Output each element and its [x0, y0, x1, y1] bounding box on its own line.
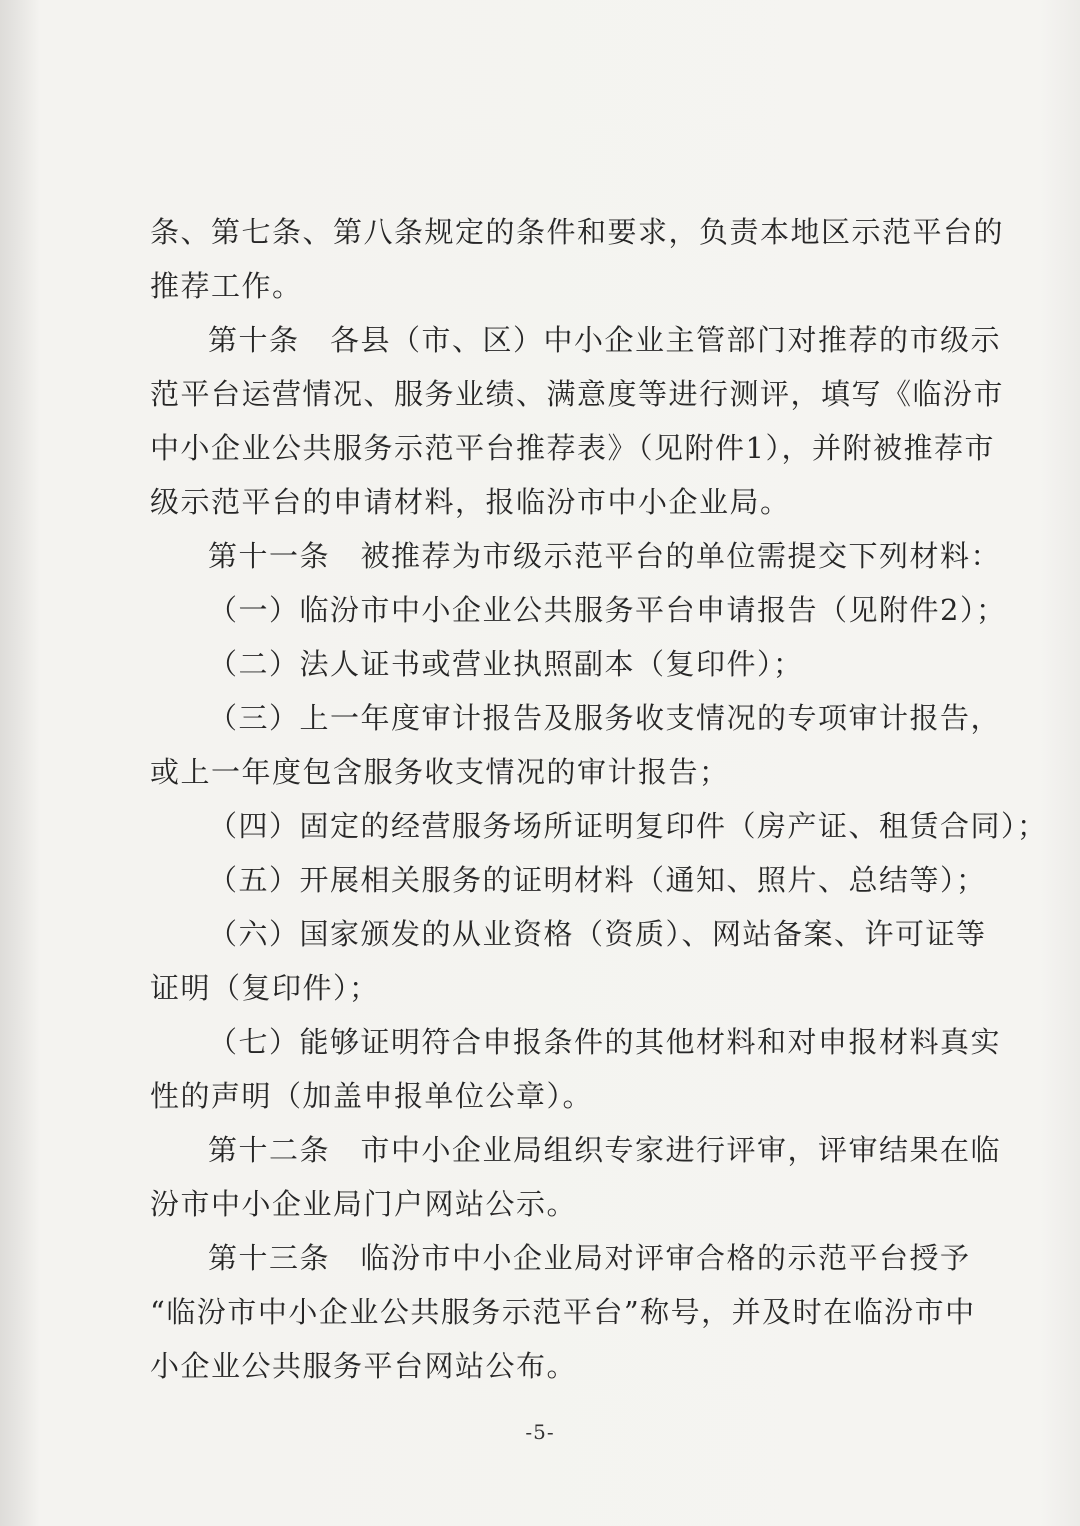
- list-item-7-cont: 性的声明（加盖申报单位公章）。: [150, 1079, 594, 1113]
- page-number: -5-: [525, 1420, 555, 1444]
- article-10-heading-line: 第十条 各县（市、区）中小企业主管部门对推荐的市级示: [208, 323, 1002, 357]
- list-item-7: （七）能够证明符合申报条件的其他材料和对申报材料真实: [208, 1025, 1002, 1059]
- list-item-6: （六）国家颁发的从业资格（资质）、网站备案、许可证等: [208, 917, 987, 951]
- list-item-6-cont: 证明（复印件）；: [150, 971, 380, 1005]
- text-line: 推荐工作。: [150, 269, 303, 303]
- text-line: “临汾市中小企业公共服务示范平台”称号，并及时在临汾市中: [150, 1295, 976, 1329]
- text-line: 中小企业公共服务示范平台推荐表》（见附件1），并附被推荐市: [150, 431, 995, 465]
- list-item-2: （二）法人证书或营业执照副本（复印件）；: [208, 647, 804, 681]
- text-line: 汾市中小企业局门户网站公示。: [150, 1187, 578, 1221]
- text-line: 范平台运营情况、服务业绩、满意度等进行测评，填写《临汾市: [150, 377, 1005, 411]
- list-item-4: （四）固定的经营服务场所证明复印件（房产证、租赁合同）；: [208, 809, 1048, 843]
- text-line: 级示范平台的申请材料，报临汾市中小企业局。: [150, 485, 791, 519]
- text-line: 小企业公共服务平台网站公布。: [150, 1349, 578, 1383]
- text-line: 条、第七条、第八条规定的条件和要求，负责本地区示范平台的: [150, 215, 1005, 249]
- article-13-heading-line: 第十三条 临汾市中小企业局对评审合格的示范平台授予: [208, 1241, 971, 1275]
- body-text: [150, 205, 1048, 1393]
- scan-shadow: [0, 0, 40, 1526]
- list-item-3-cont: 或上一年度包含服务收支情况的审计报告；: [150, 755, 730, 789]
- list-item-5: （五）开展相关服务的证明材料（通知、照片、总结等）；: [208, 863, 987, 897]
- article-11-heading-line: 第十一条 被推荐为市级示范平台的单位需提交下列材料：: [208, 539, 1002, 573]
- list-item-1: （一）临汾市中小企业公共服务平台申请报告（见附件2）；: [208, 593, 1007, 627]
- list-item-3: （三）上一年度审计报告及服务收支情况的专项审计报告，: [208, 701, 1002, 735]
- article-12-heading-line: 第十二条 市中小企业局组织专家进行评审，评审结果在临: [208, 1133, 1002, 1167]
